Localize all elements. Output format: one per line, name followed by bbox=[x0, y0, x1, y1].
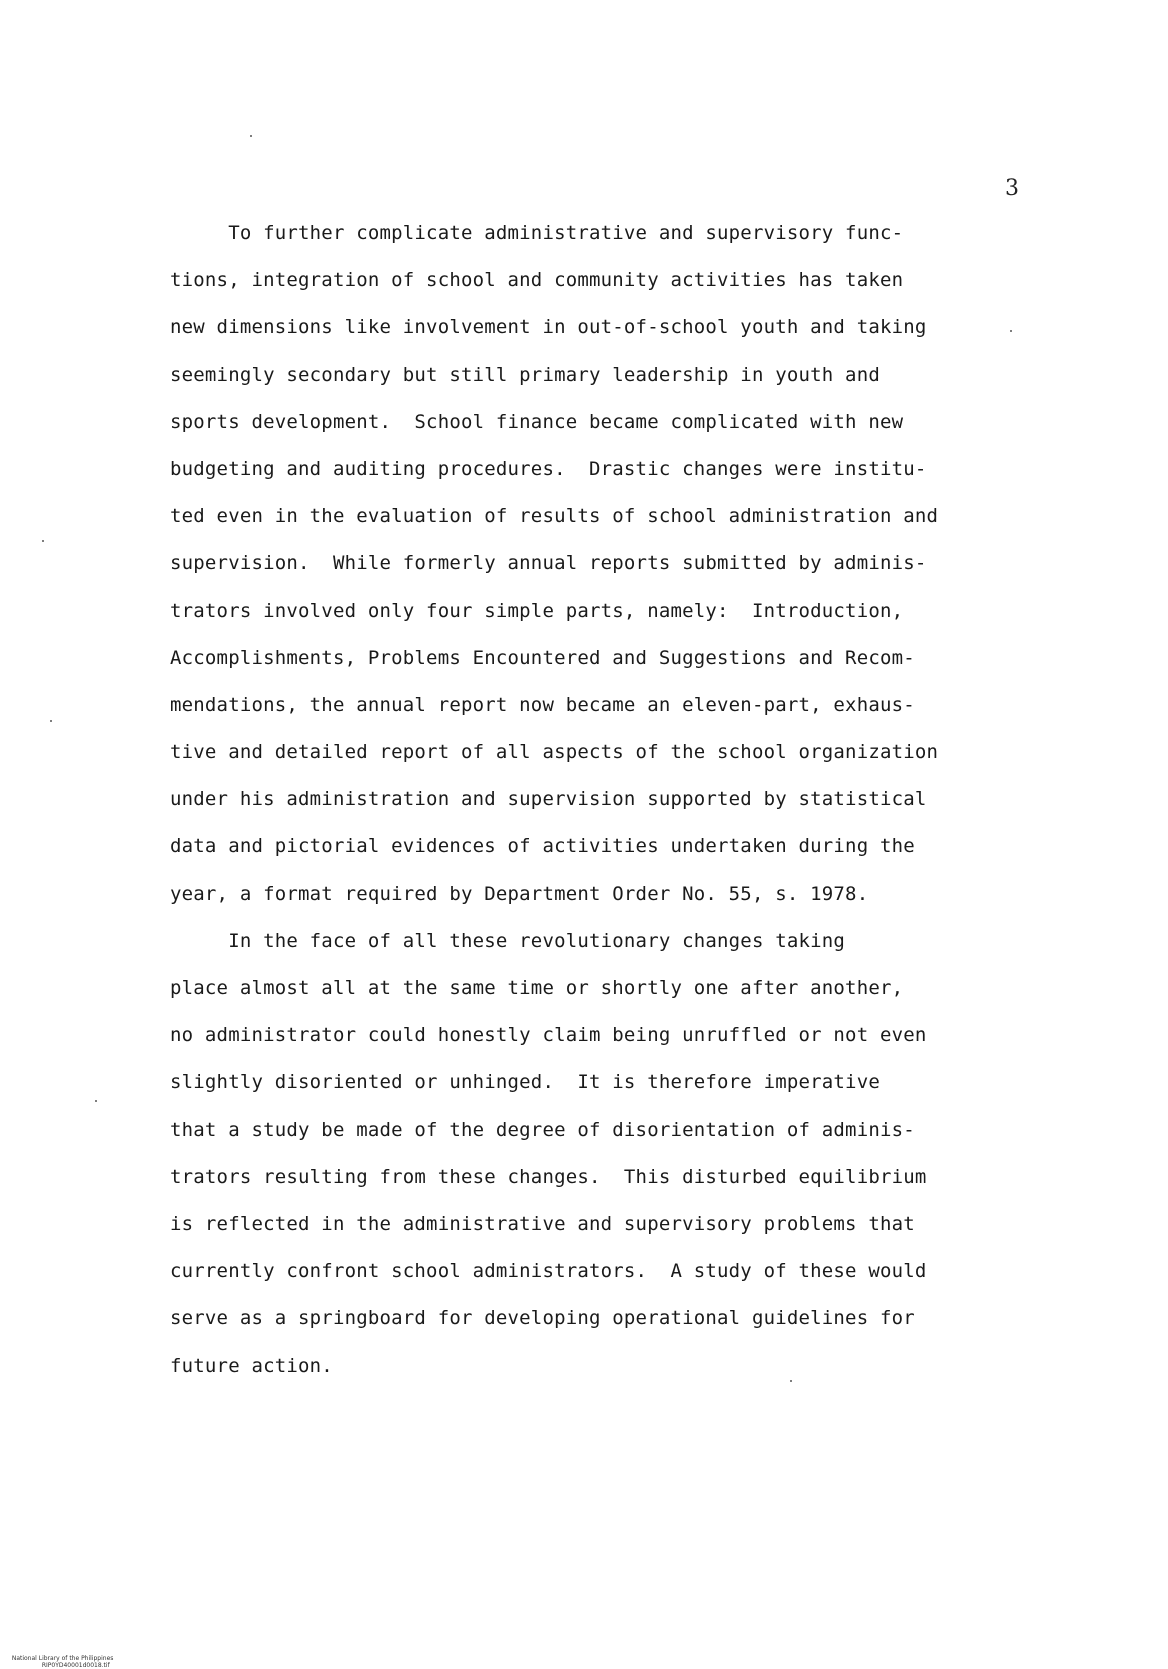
text-line: trators resulting from these changes. This disturbed equilibrium bbox=[170, 1165, 927, 1188]
text-line: year, a format required by Department Order No. 55, s. 1978. bbox=[170, 882, 869, 905]
text-line: slightly disoriented or unhinged. It is therefore imperative bbox=[170, 1071, 880, 1094]
text-line: ted even in the evaluation of results of school administration and bbox=[170, 505, 939, 528]
text-line: mendations, the annual report now became an eleven-part, exhaus- bbox=[170, 693, 915, 716]
scan-speck bbox=[95, 1100, 97, 1102]
text-line: tive and detailed report of all aspects of the school organization bbox=[170, 741, 939, 764]
text-line: data and pictorial evidences of activities undertaken during the bbox=[170, 835, 915, 858]
scan-speck bbox=[790, 1380, 792, 1382]
text-line: trators involved only four simple parts, namely: Introduction, bbox=[170, 599, 904, 622]
footer-file-id: RIP0YD40001d0018.tif bbox=[41, 1662, 110, 1669]
scan-speck bbox=[42, 540, 44, 542]
text-line: supervision. While formerly annual reports submitted by adminis- bbox=[170, 552, 927, 575]
text-line: Accomplishments, Problems Encountered and Suggestions and Recom- bbox=[170, 646, 915, 669]
text-line: In the face of all these revolutionary changes taking bbox=[170, 929, 846, 952]
text-line: new dimensions like involvement in out-of-school youth and taking bbox=[170, 316, 927, 339]
text-line: To further complicate administrative and supervisory func- bbox=[170, 222, 904, 244]
footer bbox=[8, 1648, 113, 1669]
text-line: that a study be made of the degree of disorientation of adminis- bbox=[170, 1118, 915, 1141]
scan-speck bbox=[50, 720, 52, 722]
text-line: currently confront school administrators. A study of these would bbox=[170, 1260, 927, 1283]
text-line: seemingly secondary but still primary leadership in youth and bbox=[170, 363, 880, 386]
text-line: serve as a springboard for developing operational guidelines for bbox=[170, 1307, 915, 1330]
scan-speck bbox=[250, 135, 252, 137]
text-line: place almost all at the same time or shortly one after another, bbox=[170, 977, 904, 999]
text-line: future action. bbox=[170, 1354, 333, 1377]
text-line: under his administration and supervision supported by statistical bbox=[170, 788, 927, 811]
text-line: tions, integration of school and community activities has taken bbox=[170, 269, 904, 292]
text-line: no administrator could honestly claim being unruffled or not even bbox=[170, 1024, 927, 1047]
scan-speck bbox=[1010, 330, 1012, 332]
page-number: 3 bbox=[1005, 176, 1019, 201]
text-line: is reflected in the administrative and supervisory problems that bbox=[170, 1212, 915, 1235]
body-text bbox=[170, 210, 1070, 1390]
footer-library: National Library of the Philippines bbox=[11, 1655, 114, 1662]
text-line: budgeting and auditing procedures. Drastic changes were institu- bbox=[170, 457, 927, 480]
text-line: sports development. School finance became complicated with new bbox=[170, 410, 904, 433]
